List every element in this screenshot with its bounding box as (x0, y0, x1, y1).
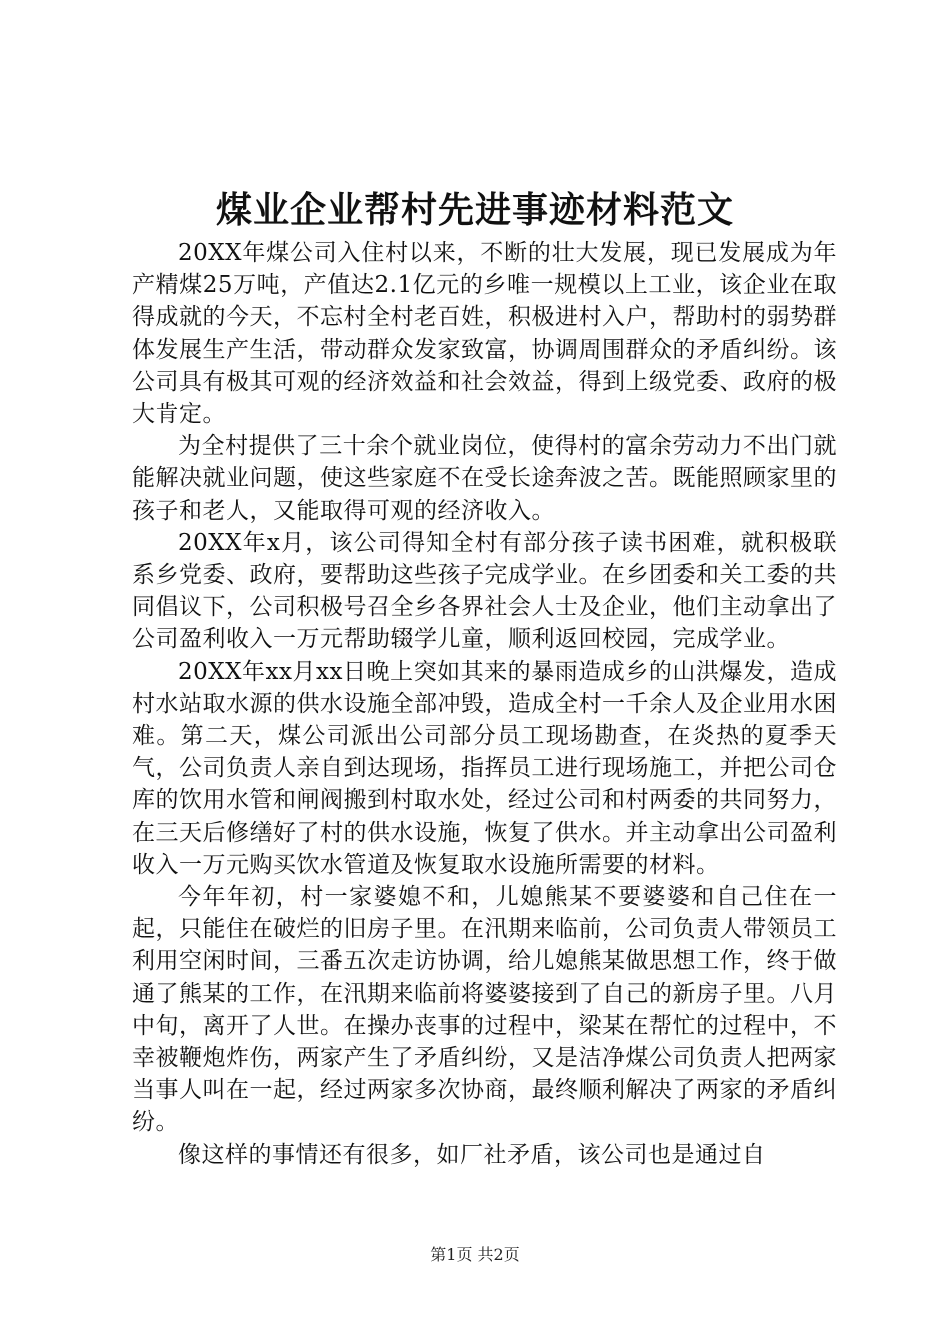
paragraph: 像这样的事情还有很多，如厂社矛盾，该公司也是通过自 (178, 1141, 766, 1168)
paragraph: 今年年初，村一家婆媳不和，儿媳熊某不要婆婆和自己住在一起，只能住在破烂的旧房子里。在汛期来临前，公司负责人带领员工利用空闲时间，三番五次走访协调，给儿媳熊某做思想工作，终于做通了熊某的工作，在汛期来临前将婆婆接到了自己的新房子里。八月中旬，离开了人世。在操办丧事的过程中，梁某在帮忙的过程中，不幸被鞭炮炸伤，两家产生了矛盾纠纷，又是洁净煤公司负责人把两家当事人叫在一起，经过两家多次协商，最终顺利解决了两家的矛盾纠纷。 (132, 884, 837, 1136)
paragraph: 20XX年xx月xx日晚上突如其来的暴雨造成乡的山洪爆发，造成村水站取水源的供水设施全部冲毁，造成全村一千余人及企业用水困难。第二天，煤公司派出公司部分员工现场勘查，在炎热的夏季天气，公司负责人亲自到达现场，指挥员工进行现场施工，并把公司仓库的饮用水管和闸阀搬到村取水处，经过公司和村两委的共同努力，在三天后修缮好了村的供水设施，恢复了供水。并主动拿出公司盈利收入一万元购买饮水管道及恢复取水设施所需要的材料。 (132, 658, 837, 878)
paragraph: 为全村提供了三十余个就业岗位，使得村的富余劳动力不出门就能解决就业问题，使这些家庭不在受长途奔波之苦。既能照顾家里的孩子和老人，又能取得可观的经济收入。 (132, 433, 837, 524)
page-number-footer: 第1页 共2页 (430, 1245, 520, 1264)
document-body (132, 237, 837, 1171)
document-title: 煤业企业帮村先进事迹材料范文 (215, 189, 734, 231)
paragraph: 20XX年煤公司入住村以来，不断的壮大发展，现已发展成为年产精煤25万吨，产值达2.1亿元的乡唯一规模以上工业，该企业在取得成就的今天，不忘村全村老百姓，积极进村入户，帮助村的弱势群体发展生产生活，带动群众发家致富，协调周围群众的矛盾纠纷。该公司具有极其可观的经济效益和社会效益，得到上级党委、政府的极大肯定。 (132, 240, 837, 428)
paragraph: 20XX年x月，该公司得知全村有部分孩子读书困难，就积极联系乡党委、政府，要帮助这些孩子完成学业。在乡团委和关工委的共同倡议下，公司积极号召全乡各界社会人士及企业，他们主动拿出了公司盈利收入一万元帮助辍学儿童，顺利返回校园，完成学业。 (132, 529, 837, 653)
